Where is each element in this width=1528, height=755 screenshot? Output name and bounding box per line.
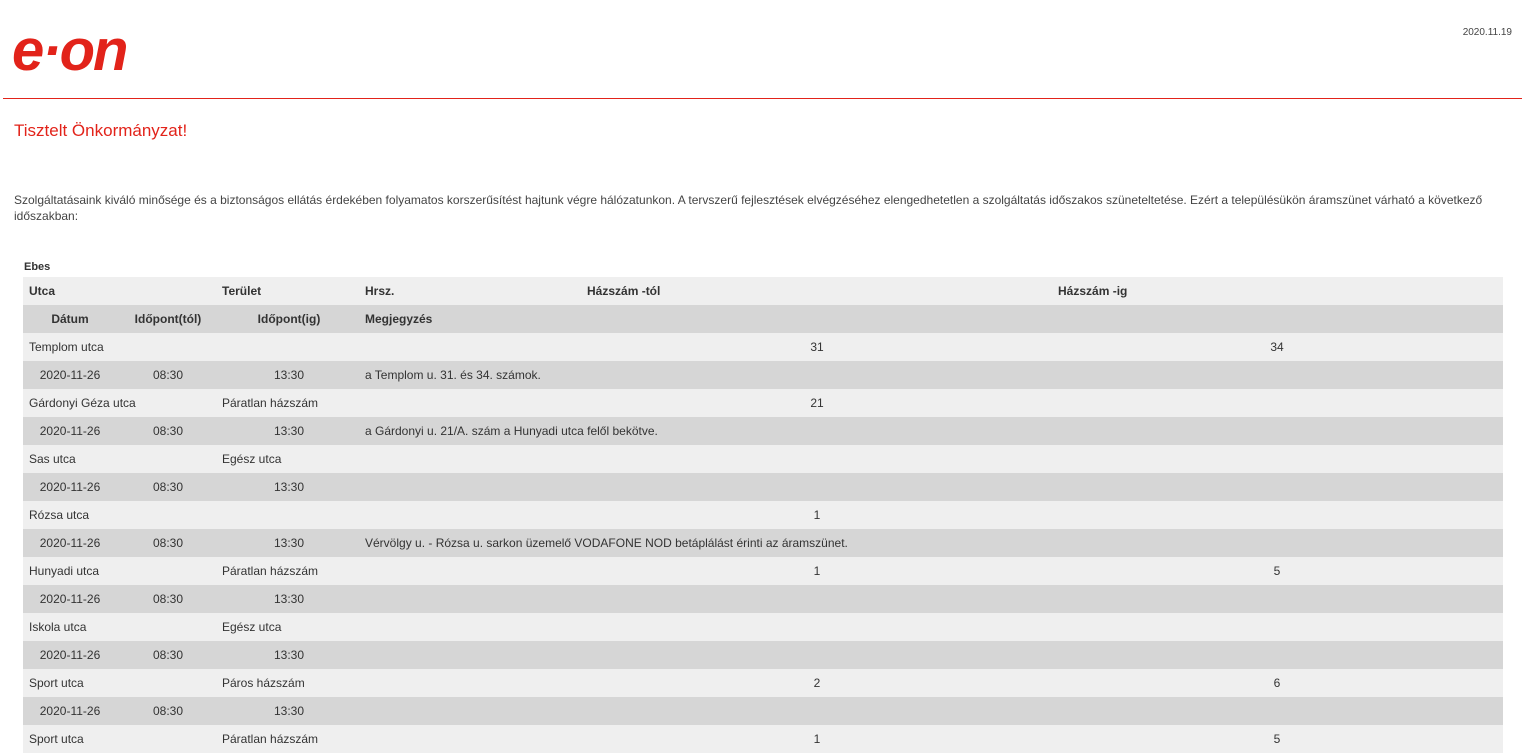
street-cell: Gárdonyi Géza utca	[29, 396, 136, 410]
house-from-cell: 1	[813, 508, 821, 522]
column-header-utca: Utca	[29, 284, 56, 298]
table-detail-row	[23, 417, 1503, 445]
time-to-cell: 13:30	[273, 368, 305, 382]
intro-paragraph: Szolgáltatásaink kiváló minősége és a biztonságos ellátás érdekében folyamatos korszerűsítést hajtunk végre hálózatunkon. A tervszerű fejlesztések elvégzéséhez elengedhetetlen a szolgáltatás időszakos szüneteltetése. Ezért a településükön áramszünet várható a következő időszakban:	[14, 193, 1483, 223]
table-detail-row	[23, 585, 1503, 613]
house-to-cell: 5	[1273, 732, 1281, 746]
time-to-cell: 13:30	[273, 648, 305, 662]
street-cell: Iskola utca	[29, 620, 87, 634]
date-cell: 2020-11-26	[39, 480, 101, 494]
date-cell: 2020-11-26	[39, 424, 101, 438]
time-from-cell: 08:30	[152, 480, 184, 494]
settlement-name: Ebes	[24, 261, 51, 273]
time-from-cell: 08:30	[152, 704, 184, 718]
time-from-cell: 08:30	[152, 536, 184, 550]
note-cell: Vérvölgy u. - Rózsa u. sarkon üzemelő VODAFONE NOD betáplálást érinti az áramszünet.	[365, 536, 848, 550]
house-from-cell: 21	[810, 396, 824, 410]
date-cell: 2020-11-26	[39, 368, 101, 382]
table-row	[23, 557, 1503, 585]
table-row	[23, 333, 1503, 361]
area-cell: Egész utca	[222, 620, 282, 634]
table-row	[23, 725, 1503, 753]
time-to-cell: 13:30	[273, 704, 305, 718]
street-cell: Sport utca	[29, 732, 84, 746]
column-header-hazszam-ig: Házszám -ig	[1058, 284, 1128, 298]
area-cell: Páratlan házszám	[222, 732, 319, 746]
date-cell: 2020-11-26	[39, 648, 101, 662]
area-cell: Páratlan házszám	[222, 396, 319, 410]
street-cell: Hunyadi utca	[29, 564, 100, 578]
column-header-hazszam-tol: Házszám -tól	[587, 284, 661, 298]
time-to-cell: 13:30	[273, 592, 305, 606]
greeting-heading: Tisztelt Önkormányzat!	[14, 121, 188, 140]
house-from-cell: 2	[813, 676, 821, 690]
time-from-cell: 08:30	[152, 648, 184, 662]
table-row	[23, 445, 1503, 473]
eon-logo	[12, 24, 180, 80]
column-header-idopont-tol: Időpont(tól)	[134, 312, 202, 326]
street-cell: Sas utca	[29, 452, 76, 466]
street-cell: Templom utca	[29, 340, 104, 354]
date-cell: 2020-11-26	[39, 592, 101, 606]
street-cell: Sport utca	[29, 676, 84, 690]
table-detail-row	[23, 473, 1503, 501]
area-cell: Páros házszám	[222, 676, 305, 690]
column-header-terulet: Terület	[222, 284, 262, 298]
date-cell: 2020-11-26	[39, 536, 101, 550]
outage-table	[23, 277, 1503, 753]
svg-text:e·on: e·on	[12, 24, 127, 80]
area-cell: Páratlan házszám	[222, 564, 319, 578]
house-to-cell: 34	[1270, 340, 1284, 354]
time-to-cell: 13:30	[273, 480, 305, 494]
time-from-cell: 08:30	[152, 592, 184, 606]
time-to-cell: 13:30	[273, 424, 305, 438]
table-detail-row	[23, 529, 1503, 557]
table-row	[23, 389, 1503, 417]
document-date: 2020.11.19	[1462, 27, 1512, 38]
table-row	[23, 501, 1503, 529]
street-cell: Rózsa utca	[29, 508, 90, 522]
table-subheader-row	[23, 305, 1503, 333]
column-header-idopont-ig: Időpont(ig)	[257, 312, 321, 326]
house-to-cell: 5	[1273, 564, 1281, 578]
house-from-cell: 31	[810, 340, 824, 354]
area-cell: Egész utca	[222, 452, 282, 466]
note-cell: a Templom u. 31. és 34. számok.	[365, 368, 541, 382]
house-from-cell: 1	[813, 564, 821, 578]
column-header-datum: Dátum	[51, 312, 89, 326]
date-cell: 2020-11-26	[39, 704, 101, 718]
house-from-cell: 1	[813, 732, 821, 746]
table-detail-row	[23, 361, 1503, 389]
time-to-cell: 13:30	[273, 536, 305, 550]
column-header-hrsz: Hrsz.	[365, 284, 395, 298]
header-divider	[3, 98, 1522, 99]
table-row	[23, 613, 1503, 641]
time-from-cell: 08:30	[152, 368, 184, 382]
table-row	[23, 669, 1503, 697]
note-cell: a Gárdonyi u. 21/A. szám a Hunyadi utca felől bekötve.	[365, 424, 658, 438]
table-detail-row	[23, 641, 1503, 669]
time-from-cell: 08:30	[152, 424, 184, 438]
table-detail-row	[23, 697, 1503, 725]
column-header-megjegyzes: Megjegyzés	[365, 312, 433, 326]
house-to-cell: 6	[1273, 676, 1281, 690]
table-header-row	[23, 277, 1503, 305]
